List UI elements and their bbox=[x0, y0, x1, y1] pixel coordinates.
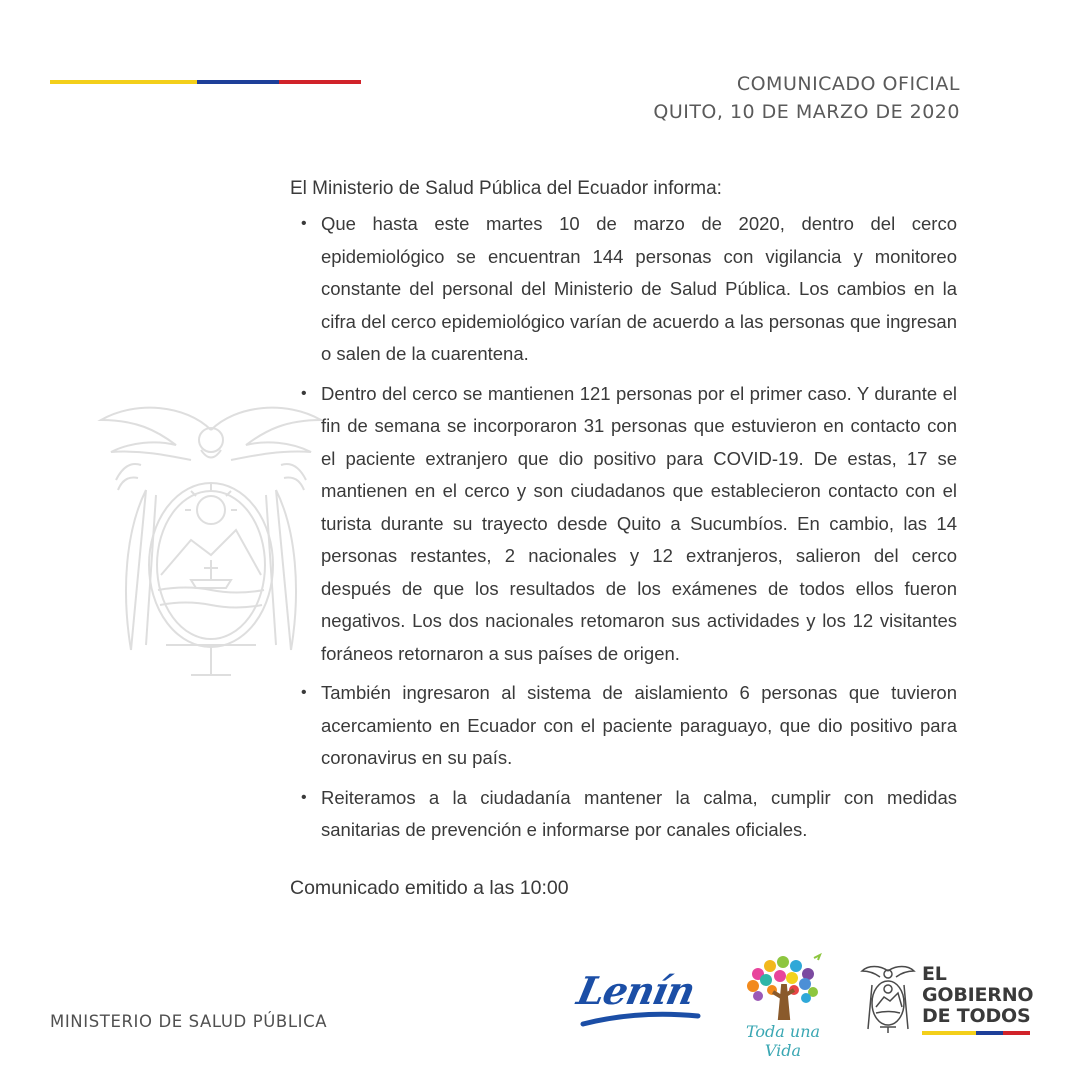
bullet-list bbox=[290, 208, 957, 847]
list-item bbox=[290, 782, 957, 847]
bullet-text: Dentro del cerco se mantienen 121 personas por el primer caso. Y durante el fin de semana se incorporaron 31 personas que estuvieron en contacto con el paciente extranjero que dio positivo para COVID-19. De estas, 17 se mantienen en el cerco y son ciudadanos que establecieron contacto con el turista durante su trayecto desde Quito a Sucumbíos. En cambio, las 14 personas restantes, 2 nacionales y 12 extranjeros, salieron del cerco después de que los resultados de los exámenes de todos ellos fueron negativos. Los dos nacionales retomaron sus actividades y los 12 visitantes foráneos retornaron a sus países de origen. bbox=[321, 382, 957, 664]
lenin-logo-text: Lenín bbox=[573, 968, 699, 1013]
tree-icon bbox=[728, 952, 838, 1024]
gobierno-de-todos-logo bbox=[860, 963, 1040, 1038]
coat-of-arms-icon bbox=[860, 963, 916, 1035]
gov-text-line: GOBIERNO bbox=[922, 984, 1034, 1006]
bullet-dot-icon: • bbox=[301, 384, 307, 402]
flag-stripe bbox=[50, 80, 361, 84]
bullet-text: También ingresaron al sistema de aislamiento 6 personas que tuvieron acercamiento en Ecuador con el paciente paraguayo, que dio positivo para coronavirus en su país. bbox=[321, 682, 957, 768]
lenin-logo bbox=[573, 966, 703, 1036]
flag-stripe-yellow bbox=[50, 80, 197, 84]
gov-flag-stripe bbox=[922, 1031, 1030, 1035]
toda-una-vida-logo bbox=[728, 952, 838, 1060]
bullet-text: Que hasta este martes 10 de marzo de 2020, dentro del cerco epidemiológico se encuentran 144 personas con vigilancia y monitoreo constante del personal del Ministerio de Salud Pública. Los cambios en la cifra del cerco epidemiológico varían de acuerdo a las personas que ingresan o salen de la cuarentena. bbox=[321, 213, 957, 364]
flag-stripe-red bbox=[279, 80, 361, 84]
gov-stripe-blue bbox=[976, 1031, 1003, 1035]
gov-text-line: DE TODOS bbox=[922, 1005, 1031, 1027]
gov-text bbox=[922, 964, 1033, 1027]
ministry-name: MINISTERIO DE SALUD PÚBLICA bbox=[50, 1012, 328, 1031]
document-header bbox=[653, 70, 960, 126]
emission-time: Comunicado emitido a las 10:00 bbox=[290, 877, 569, 899]
list-item bbox=[290, 208, 957, 371]
document-body bbox=[290, 174, 957, 854]
document-date: QUITO, 10 DE MARZO DE 2020 bbox=[653, 101, 960, 123]
tree-tagline: Toda una Vida bbox=[745, 1022, 821, 1060]
gov-stripe-yellow bbox=[922, 1031, 976, 1035]
list-item bbox=[290, 378, 957, 671]
flag-stripe-blue bbox=[197, 80, 279, 84]
swoosh-icon bbox=[578, 1006, 703, 1031]
gov-stripe-red bbox=[1003, 1031, 1030, 1035]
document-title: COMUNICADO OFICIAL bbox=[736, 73, 960, 95]
intro-text: El Ministerio de Salud Pública del Ecuador informa: bbox=[290, 178, 722, 199]
list-item bbox=[290, 677, 957, 775]
bullet-text: Reiteramos a la ciudadanía mantener la calma, cumplir con medidas sanitarias de prevención e informarse por canales oficiales. bbox=[321, 786, 957, 840]
bullet-dot-icon: • bbox=[301, 788, 307, 806]
bullet-dot-icon: • bbox=[301, 684, 307, 701]
bullet-dot-icon: • bbox=[301, 215, 307, 232]
gov-text-line: EL bbox=[922, 963, 947, 985]
